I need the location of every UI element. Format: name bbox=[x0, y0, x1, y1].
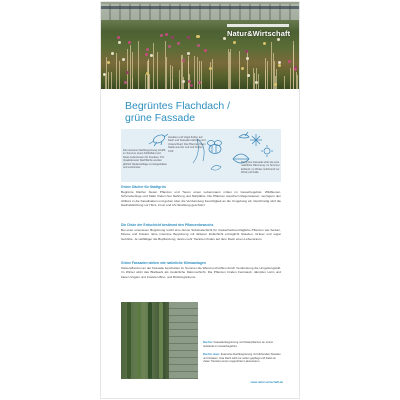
grass-stalk bbox=[212, 59, 213, 89]
meadow-flower bbox=[107, 61, 110, 64]
grass-stalk bbox=[127, 49, 128, 89]
infographic bbox=[121, 129, 281, 182]
building-roofline bbox=[101, 6, 299, 9]
section-heading-3: Grüne Fassaden wirken wie natürliche Klimaanlagen bbox=[121, 261, 206, 265]
grass-stalk bbox=[119, 61, 120, 89]
page-title bbox=[125, 100, 295, 124]
meadow-flower bbox=[160, 34, 163, 37]
meadow-flower bbox=[150, 54, 153, 57]
grass-stalk bbox=[228, 49, 229, 89]
meadow-flower bbox=[233, 41, 236, 44]
grass-stalk bbox=[265, 58, 266, 89]
grass-stalk bbox=[258, 74, 259, 89]
grass-stalk bbox=[145, 74, 146, 89]
section-heading-1: Grüne Dächer für Stadtgrün bbox=[121, 185, 166, 189]
grass-stalk bbox=[116, 53, 117, 89]
meadow-flower bbox=[182, 80, 185, 83]
meadow-flower bbox=[146, 48, 149, 51]
meadow-flower bbox=[263, 42, 266, 45]
meadow-flower bbox=[204, 49, 207, 52]
meadow-flower bbox=[247, 74, 250, 77]
grass-stalk bbox=[284, 76, 285, 89]
meadow-flower bbox=[246, 57, 249, 60]
grass-stalk bbox=[210, 62, 211, 89]
meadow-flower bbox=[126, 71, 129, 74]
grass-stalk bbox=[276, 69, 277, 89]
grass-stalk bbox=[111, 72, 112, 89]
poster-page bbox=[101, 2, 299, 398]
meadow-flower bbox=[188, 80, 191, 83]
meadow-flower bbox=[117, 36, 120, 39]
grass-stalk bbox=[201, 61, 202, 89]
meadow-flower bbox=[197, 44, 200, 47]
grass-stalk bbox=[194, 56, 195, 89]
grass-stalk bbox=[297, 75, 298, 89]
meadow-flower bbox=[122, 58, 125, 61]
grass-stalk bbox=[105, 76, 106, 89]
photo-caption-text-1: Fassadenbegrünung mit Kletterpflanzen an einem Gebäude im Gewerbegebiet. bbox=[203, 341, 274, 348]
meadow-flower bbox=[241, 67, 244, 70]
title-line-2: grüne Fassade bbox=[125, 112, 196, 124]
grass-stalk bbox=[132, 78, 133, 89]
meadow-flower bbox=[278, 64, 281, 67]
meadow-flower bbox=[168, 45, 171, 48]
meadow-flower bbox=[111, 52, 114, 55]
caption-right: Die grüne Fassade wirkt wie eine natürliche Dämmung: im Sommer kühlend, im Winter schützend vor Wind und Kälte. bbox=[241, 161, 280, 175]
photo-caption-text-2: Extensive Dachbegrünung mit blühenden Stauden und Gräsern. Das Dach wird nur selten gepflegt und bietet so vielen Tierarten einen ungestörten Lebensraum. bbox=[203, 353, 281, 364]
meadow-flower bbox=[196, 35, 199, 38]
grass-stalk bbox=[130, 45, 131, 89]
brand-logo bbox=[227, 24, 289, 38]
grass-stalk bbox=[157, 52, 158, 89]
section-heading-2: Die Dicke der Erdschicht bestimmt den Pflanzenbewuchs bbox=[121, 223, 214, 227]
meadow-flower bbox=[118, 41, 121, 44]
grass-stalk bbox=[199, 61, 200, 89]
grass-stalk bbox=[239, 51, 240, 89]
meadow-flower bbox=[145, 53, 148, 56]
caption-left: Die intensive Dachbegrünung schafft im Sommer einen Kühleffekt und bietet Lebensraum für Insekten. Pro Quadratmeter Dachfläche werden jährlich Niederschläge zurückgehalten und verdunstet. bbox=[123, 149, 167, 170]
meadow-flower bbox=[223, 37, 226, 40]
section-text-3: Kletterpflanzen an der Fassade beschatten im Sommer die Wand und kühlen durch Verdunstung die Umgebungsluft. Im Winter wirkt das Blattwerk als zusätzliche Dämmschicht. Die Pflanzen binden Feinstaub, dämpfen Lärm und bieten Vögeln und Insekten Brut- und Rückzugsräume. bbox=[121, 266, 281, 279]
photo-caption-label-2: Rechts oben: bbox=[203, 353, 221, 356]
facade-wall bbox=[169, 302, 198, 379]
meadow-flower bbox=[277, 38, 280, 41]
grass-stalk bbox=[267, 61, 268, 89]
photo-caption-label-1: Rechts: bbox=[203, 341, 213, 344]
grass-stalk bbox=[179, 70, 180, 89]
grass-stalk bbox=[153, 43, 154, 89]
grass-stalk bbox=[165, 41, 166, 89]
meadow-flower bbox=[288, 60, 291, 63]
brand-text: Natur&Wirtschaft bbox=[227, 29, 291, 38]
photo-caption-1 bbox=[203, 341, 281, 348]
meadow-flower bbox=[177, 42, 180, 45]
grass-stalk bbox=[253, 68, 254, 89]
meadow-flower bbox=[103, 73, 106, 76]
section-text-1: Begrünte Dächer bieten Pflanzen und Tieren einen Lebensraum mitten im Gewerbegebiet. Wildbienen, Schmetterlinge und Käfer finden hier Nahrung und Nistplätze. Die Pflanzen speichern Regenwasser, verzögern den Abfluss in die Kanalisation und geben über die Verdunstung Feuchtigkeit an die Umgebung ab. Gleichzeitig wird die Dachabdichtung vor Hitze, Frost und UV-Strahlung geschützt. bbox=[121, 190, 281, 208]
grass-stalk bbox=[256, 68, 257, 89]
meadow-flower bbox=[171, 36, 174, 39]
grass-stalk bbox=[183, 77, 184, 89]
grass-stalk bbox=[230, 49, 231, 89]
title-line-1: Begrüntes Flachdach / bbox=[125, 100, 231, 112]
photo-caption-2 bbox=[203, 353, 281, 364]
meadow-flower bbox=[187, 36, 190, 39]
website-link[interactable]: www.natur-wirtschaft.de bbox=[250, 380, 283, 384]
grass-stalk bbox=[138, 41, 139, 89]
meadow-flower bbox=[294, 68, 297, 71]
grass-stalk bbox=[290, 68, 291, 89]
section-text-2: Bei einer extensiven Begrünung reicht eine dünne Substratschicht für trockenheitsverträgliche Pflanzen wie Sedum, Moose und Kräuter. Eine intensive Begrünung mit dickerer Erdschicht ermöglicht Stauden, Gräser und sogar Gehölze. Je vielfältiger die Bepflanzung, desto mehr Tierarten finden auf dem Dach einen Lebensraum. bbox=[121, 228, 281, 241]
grass-stalk bbox=[166, 57, 167, 89]
grass-stalk bbox=[229, 52, 230, 89]
hero-photo bbox=[101, 2, 299, 89]
meadow-flower bbox=[165, 33, 168, 36]
grass-stalk bbox=[108, 72, 109, 89]
facade-photo bbox=[121, 302, 198, 379]
grass-stalk bbox=[172, 79, 173, 89]
meadow-flower bbox=[128, 41, 131, 44]
grass-stalk bbox=[149, 74, 150, 89]
caption-middle: Insekten und Vögel finden auf Dach und Fassade Nahrung und Unterschlupf. Die Pflanzen filtern Staub aus der Luft und binden CO2. bbox=[168, 136, 206, 153]
grass-stalk bbox=[188, 56, 189, 89]
meadow-flower bbox=[278, 61, 281, 64]
meadow-flower bbox=[182, 59, 185, 62]
